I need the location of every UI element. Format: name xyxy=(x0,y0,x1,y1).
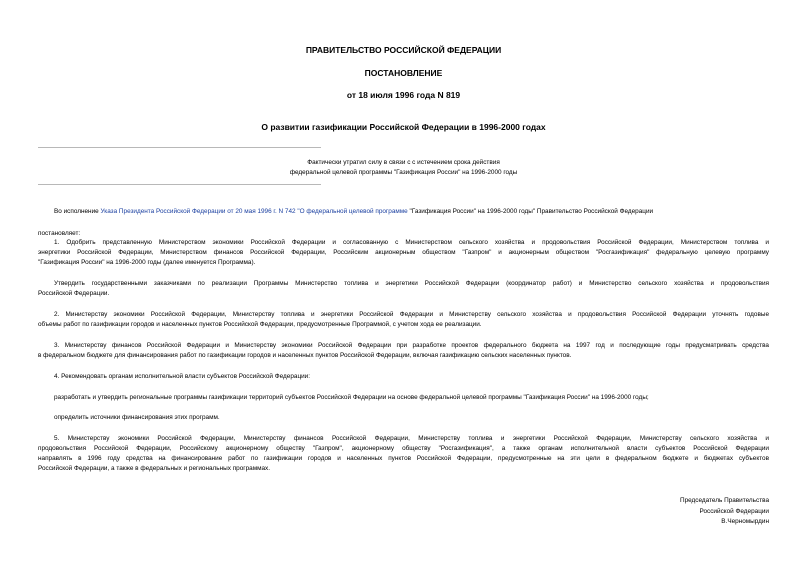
signature-position: Председатель Правительства xyxy=(680,497,769,504)
preamble xyxy=(38,207,769,217)
paragraph-3 xyxy=(38,310,769,330)
paragraph-8-line-3: направлять в 1996 году средства на финансирование работ по газификации городов и населенных пунктов Российской Федерации, предусмотренные на эти цели в федеральном бюджете и бюджетах субъектов xyxy=(38,455,769,462)
resolves-label: постановляет: xyxy=(38,230,81,237)
paragraph-3-line-1: 2. Министерству экономики Российской Федерации, Министерству топлива и энергетики Российской Федерации и Министерству сельского хозяйства и продовольствия Российской Федерации уточнять годовые xyxy=(54,311,769,318)
paragraph-1 xyxy=(38,238,769,268)
divider-top xyxy=(38,147,321,148)
paragraph-2-line-1: Утвердить государственными заказчиками по реализации Программы Министерство топлива и энергетики Российской Федерации (координатор работ) и Министерство сельского хозяйства и продовольствия xyxy=(54,280,769,287)
document-date-number: от 18 июля 1996 года N 819 xyxy=(346,90,461,100)
decree-link[interactable]: Указа Президента Российской Федерации от 20 мая 1996 г. N 742 "О федеральной целевой программе xyxy=(100,208,408,215)
paragraph-4 xyxy=(38,341,769,361)
paragraph-2 xyxy=(38,279,769,299)
paragraph-4-line-1: 3. Министерству финансов Российской Федерации и Министерству экономики Российской Федерации при разработке проектов федерального бюджета на 1997 год и последующие годы предусматривать средства xyxy=(54,342,769,349)
paragraph-8-line-2: продовольствия Российской Федерации, Российскому акционерному обществу "Газпром", акционерному обществу "Росгазификация", а также органам исполнительной власти субъектов Российской Федерации xyxy=(38,445,769,452)
signature-block xyxy=(680,496,769,528)
paragraph-4-line-2: в федеральном бюджете для финансирования работ по газификации городов и населенных пунктов Российской Федерации, включая газификацию сельских населенных пунктов. xyxy=(38,352,572,359)
paragraph-8-line-4: Российской Федерации, а также в федеральных и региональных программах. xyxy=(38,465,271,472)
paragraph-8-line-1: 5. Министерству экономики Российской Федерации, Министерству финансов Российской Федерации, Министерству топлива и энергетики Российской Федерации, Министерству сельского хозяйства и xyxy=(54,435,769,442)
paragraph-1-line-2: энергетики Российской Федерации, Министерством финансов Российской Федерации, Российским акционерным обществом "Газпром" и акционерным обществом "Росгазификация" федеральную целевую программу xyxy=(38,249,769,256)
divider-bottom xyxy=(38,184,321,185)
status-note-line-1: Фактически утратил силу в связи с с истечением срока действия xyxy=(307,159,500,166)
signature-organization: Российской Федерации xyxy=(699,507,769,515)
preamble-prefix: Во исполнение xyxy=(54,208,101,215)
status-note-line-2: федеральной целевой программы "Газификация России" на 1996-2000 годы xyxy=(289,169,518,176)
preamble-suffix: "Газификация России" на 1996-2000 годы" Правительство Российской Федерации xyxy=(407,208,654,215)
paragraph-1-line-1: 1. Одобрить представленную Министерством экономики Российской Федерации и согласованную с Министерством сельского хозяйства и продовольствия Российской Федерации, Министерством топлива и xyxy=(54,239,769,246)
issuing-authority: ПРАВИТЕЛЬСТВО РОССИЙСКОЙ ФЕДЕРАЦИИ xyxy=(305,45,502,55)
paragraph-6: разработать и утвердить региональные программы газификации территорий субъектов Российской Федерации на основе федеральной целевой программы "Газификация России" на 1996-2000 годы; xyxy=(54,394,649,401)
document-title: О развитии газификации Российской Федерации в 1996-2000 годах xyxy=(261,122,546,132)
signature-name: В.Черномырдин xyxy=(721,518,769,525)
paragraph-5: 4. Рекомендовать органам исполнительной власти субъектов Российской Федерации: xyxy=(54,373,311,380)
paragraph-2-line-2: Российской Федерации. xyxy=(38,290,110,297)
paragraph-8 xyxy=(38,434,769,474)
paragraph-3-line-2: объемы работ по газификации городов и населенных пунктов Российской Федерации, предусмотренные Программой, с учетом хода ее реализации. xyxy=(38,321,482,328)
paragraph-1-line-3: "Газификация России" на 1996-2000 годы (далее именуется Программа). xyxy=(38,259,256,266)
document-type: ПОСТАНОВЛЕНИЕ xyxy=(364,68,443,78)
paragraph-7: определить источники финансирования этих программ. xyxy=(54,414,220,421)
